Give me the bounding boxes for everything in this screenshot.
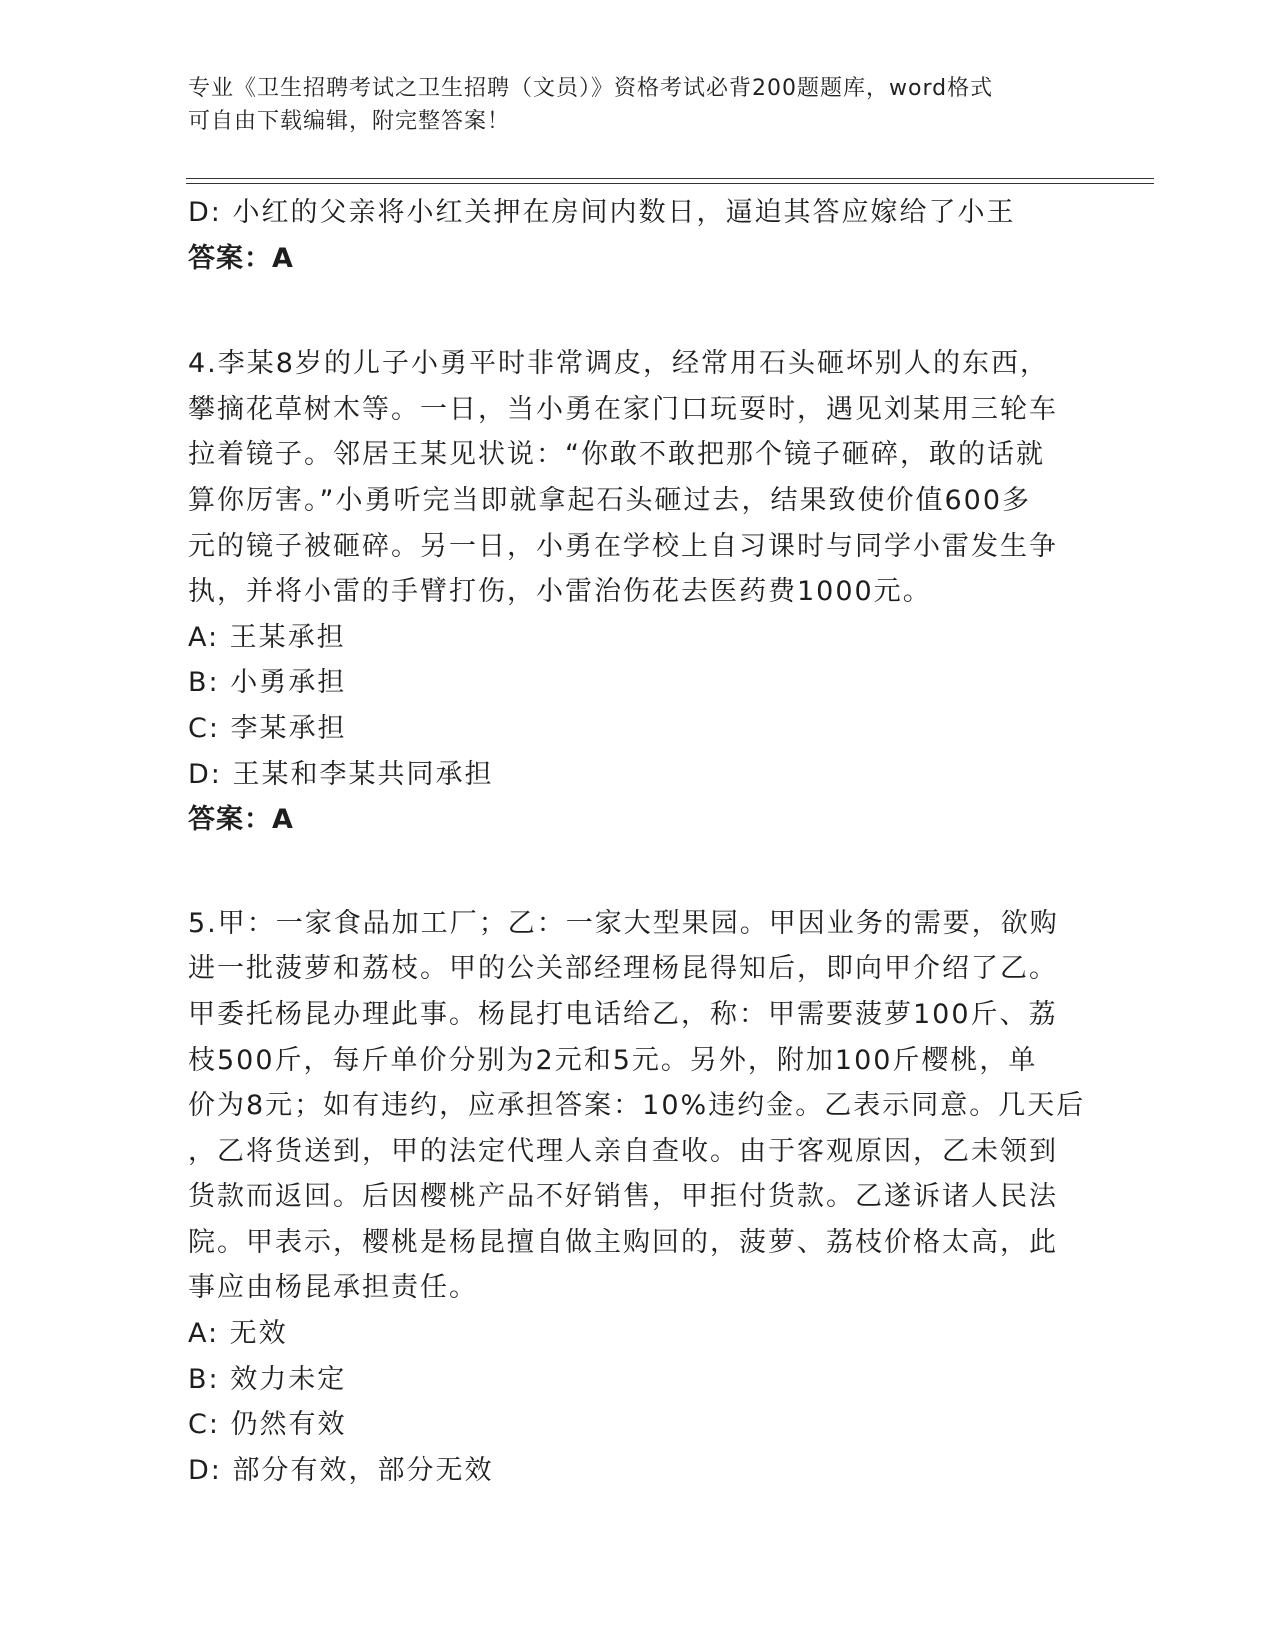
document-body bbox=[188, 190, 1088, 1493]
header-line-1: 专业《卫生招聘考试之卫生招聘（文员）》资格考试必背200题题库，word格式 bbox=[188, 76, 994, 101]
header-divider-bottom bbox=[186, 183, 1154, 184]
option-b: B: 效力未定 bbox=[188, 1363, 347, 1395]
question-stem-line: 价为8元；如有违约，应承担答案：10%违约金。乙表示同意。几天后 bbox=[188, 1090, 1086, 1122]
header-divider-top bbox=[186, 178, 1154, 179]
question-4 bbox=[188, 341, 1088, 843]
previous-question-tail bbox=[188, 190, 1088, 281]
question-stem-line: 5.甲：一家食品加工厂；乙：一家大型果园。甲因业务的需要，欲购 bbox=[188, 907, 1059, 939]
option-d: D: 小红的父亲将小红关押在房间内数日，逼迫其答应嫁给了小王 bbox=[188, 197, 1016, 228]
question-stem-line: 事应由杨昆承担责任。 bbox=[188, 1272, 478, 1304]
option-d: D: 王某和李某共同承担 bbox=[188, 758, 494, 790]
question-stem-line: 攀摘花草树木等。一日，当小勇在家门口玩耍时，遇见刘某用三轮车 bbox=[188, 393, 1058, 425]
question-stem-line: 进一批菠萝和荔枝。甲的公关部经理杨昆得知后，即向甲介绍了乙。 bbox=[188, 953, 1058, 985]
option-a: A: 王某承担 bbox=[188, 621, 346, 653]
option-c: C: 李某承担 bbox=[188, 712, 347, 744]
answer-line: 答案：A bbox=[188, 804, 294, 836]
option-c: C: 仍然有效 bbox=[188, 1409, 347, 1441]
header-line-2: 可自由下载编辑，附完整答案！ bbox=[188, 109, 511, 134]
question-stem-line: 元的镜子被砸碎。另一日，小勇在学校上自习课时与同学小雷发生争 bbox=[188, 530, 1058, 562]
option-a: A: 无效 bbox=[188, 1318, 288, 1350]
option-b: B: 小勇承担 bbox=[188, 667, 347, 699]
option-d: D: 部分有效，部分无效 bbox=[188, 1454, 494, 1486]
question-stem-line: 拉着镜子。邻居王某见状说：“你敢不敢把那个镜子砸碎，敢的话就 bbox=[188, 439, 1045, 471]
question-stem-line: ，乙将货送到，甲的法定代理人亲自查收。由于客观原因，乙未领到 bbox=[188, 1135, 1058, 1167]
question-stem-line: 货款而返回。后因樱桃产品不好销售，甲拒付货款。乙遂诉诸人民法 bbox=[188, 1181, 1058, 1213]
question-stem-line: 甲委托杨昆办理此事。杨昆打电话给乙，称：甲需要菠萝100斤、荔 bbox=[188, 998, 1058, 1030]
question-stem-line: 枝500斤，每斤单价分别为2元和5元。另外，附加100斤樱桃，单 bbox=[188, 1044, 1038, 1076]
question-stem-line: 院。甲表示，樱桃是杨昆擅自做主购回的，菠萝、荔枝价格太高，此 bbox=[188, 1226, 1058, 1258]
question-stem-line: 算你厉害。”小勇听完当即就拿起石头砸过去，结果致使价值600多 bbox=[188, 484, 1032, 516]
question-spacer bbox=[188, 281, 1088, 341]
question-stem-line: 4.李某8岁的儿子小勇平时非常调皮，经常用石头砸坏别人的东西， bbox=[188, 348, 1049, 380]
question-spacer bbox=[188, 843, 1088, 901]
question-stem-line: 执，并将小雷的手臂打伤，小雷治伤花去医药费1000元。 bbox=[188, 576, 932, 608]
document-header bbox=[188, 72, 1088, 138]
question-5 bbox=[188, 901, 1088, 1494]
answer-line: 答案：A bbox=[188, 242, 294, 274]
